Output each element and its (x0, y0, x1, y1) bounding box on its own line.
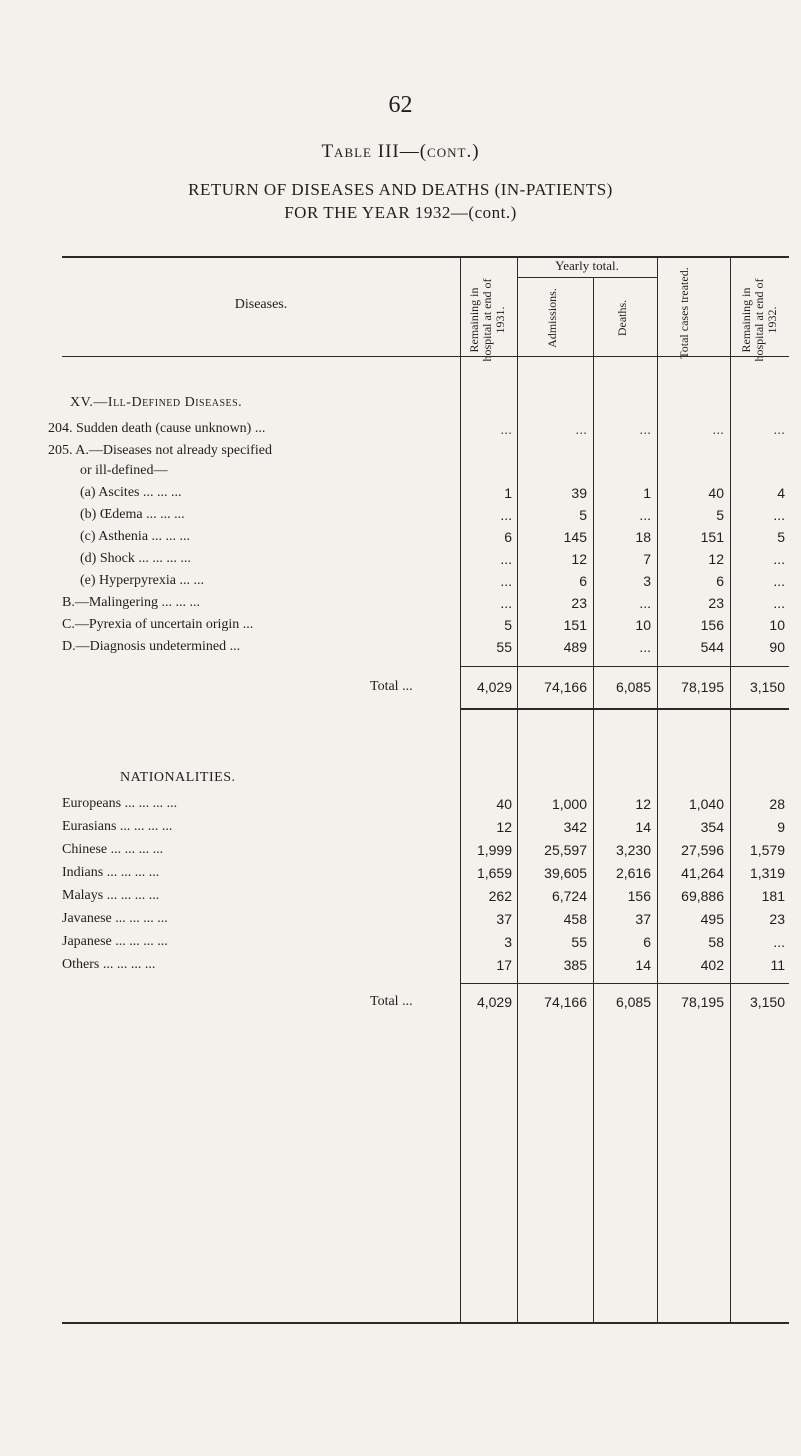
yearly-total-rule (517, 277, 657, 278)
row-label: 205. A.—Diseases not already specified (48, 443, 272, 458)
cell-deaths: 37 (635, 911, 651, 927)
cell-remaining-1932: 10 (769, 617, 785, 633)
cell-deaths: 6 (643, 934, 651, 950)
table-subtitle-line2: FOR THE YEAR 1932—(cont.) (284, 203, 517, 222)
cell-deaths: ... (639, 639, 651, 655)
cell-admissions: 342 (563, 819, 587, 835)
cell-remaining-1931: 55 (496, 639, 512, 655)
cell-total-cases: 495 (700, 911, 724, 927)
cell-remaining-1931: ... (500, 573, 512, 589)
cell-remaining-1932: 90 (769, 639, 785, 655)
cell-remaining-1932: ... (773, 551, 785, 567)
cell-total-cases: 27,596 (681, 842, 724, 858)
header-remaining-1932: Remaining in hospital at end of 1932. (739, 278, 779, 362)
row-label: or ill-defined— (80, 463, 168, 478)
cell-deaths: 3 (643, 573, 651, 589)
cell-remaining-1931: 17 (496, 957, 512, 973)
cell-remaining-1932: ... (773, 507, 785, 523)
row-label: Chinese ... ... ... ... (62, 842, 164, 857)
cell-total-cases: 5 (716, 507, 724, 523)
row-label: B.—Malingering ... ... ... (62, 595, 201, 610)
row-label: (b) Œdema ... ... ... (80, 507, 185, 522)
cell-admissions: 39,605 (544, 865, 587, 881)
cell-remaining-1932: ... (773, 421, 785, 437)
cell-total-cases: 544 (700, 639, 724, 655)
cell-admissions: 145 (563, 529, 587, 545)
row-label: Indians ... ... ... ... (62, 865, 160, 880)
cell-remaining-1932: ... (773, 573, 785, 589)
cell-total-cases: 6 (716, 573, 724, 589)
cell-remaining-1932: 3,150 (749, 679, 785, 695)
cell-admissions: 385 (563, 957, 587, 973)
cell-remaining-1931: 37 (496, 911, 512, 927)
cell-deaths: 14 (635, 819, 651, 835)
cell-deaths: 156 (627, 888, 651, 904)
total-label: Total ... (370, 679, 413, 694)
cell-remaining-1931: 1,659 (476, 865, 512, 881)
page-number: 62 (388, 92, 413, 118)
header-deaths: Deaths. (615, 299, 629, 337)
row-label: Eurasians ... ... ... ... (62, 819, 173, 834)
cell-total-cases: 151 (700, 529, 724, 545)
cell-admissions: 12 (571, 551, 587, 567)
cell-admissions: 23 (571, 595, 587, 611)
cell-remaining-1932: 5 (777, 529, 785, 545)
header-diseases: Diseases. (234, 297, 288, 312)
cell-admissions: 6,724 (551, 888, 587, 904)
cell-deaths: 6,085 (615, 679, 651, 695)
header-total-cases: Total cases treated. (677, 267, 691, 359)
cell-total-cases: 69,886 (681, 888, 724, 904)
row-label: (e) Hyperpyrexia ... ... (80, 573, 205, 588)
cell-remaining-1932: 181 (761, 888, 785, 904)
cell-admissions: 25,597 (544, 842, 587, 858)
cell-deaths: 6,085 (615, 994, 651, 1010)
cell-remaining-1932: 28 (769, 796, 785, 812)
row-label: 204. Sudden death (cause unknown) ... (48, 421, 266, 436)
cell-deaths: ... (639, 595, 651, 611)
cell-remaining-1932: 9 (777, 819, 785, 835)
cell-total-cases: 23 (708, 595, 724, 611)
cell-remaining-1932: 1,319 (749, 865, 785, 881)
table-bottom-rule (62, 1322, 789, 1324)
row-label: C.—Pyrexia of uncertain origin ... (62, 617, 254, 632)
row-label: Javanese ... ... ... ... (62, 911, 168, 926)
row-label: Malays ... ... ... ... (62, 888, 160, 903)
cell-deaths: ... (639, 421, 651, 437)
cell-remaining-1931: 3 (504, 934, 512, 950)
cell-remaining-1932: 23 (769, 911, 785, 927)
row-label: Others ... ... ... ... (62, 957, 156, 972)
row-label: D.—Diagnosis undetermined ... (62, 639, 241, 654)
cell-total-cases: 402 (700, 957, 724, 973)
total-rule-top-2 (460, 983, 789, 984)
header-admissions: Admissions. (545, 288, 559, 348)
cell-deaths: 1 (643, 485, 651, 501)
row-label: Europeans ... ... ... ... (62, 796, 178, 811)
table-title: Table III—(cont.) (321, 141, 480, 162)
cell-remaining-1931: 1 (504, 485, 512, 501)
col-divider-1 (460, 256, 461, 1322)
cell-admissions: 5 (579, 507, 587, 523)
cell-remaining-1931: ... (500, 507, 512, 523)
cell-total-cases: 40 (708, 485, 724, 501)
cell-total-cases: 78,195 (681, 679, 724, 695)
section-heading-nationalities: NATIONALITIES. (120, 770, 236, 785)
cell-total-cases: 12 (708, 551, 724, 567)
cell-admissions: 74,166 (544, 994, 587, 1010)
cell-remaining-1931: ... (500, 421, 512, 437)
cell-admissions: 55 (571, 934, 587, 950)
table-top-rule (62, 256, 789, 258)
total-rule-top-1 (460, 666, 789, 667)
cell-remaining-1931: ... (500, 551, 512, 567)
cell-total-cases: ... (712, 421, 724, 437)
cell-deaths: 18 (635, 529, 651, 545)
cell-admissions: 1,000 (551, 796, 587, 812)
cell-remaining-1932: ... (773, 595, 785, 611)
cell-total-cases: 354 (700, 819, 724, 835)
cell-remaining-1931: 5 (504, 617, 512, 633)
col-divider-4 (657, 256, 658, 1322)
cell-deaths: ... (639, 507, 651, 523)
header-remaining-1931: Remaining in hospital at end of 1931. (467, 278, 507, 362)
total-rule-bottom-1 (460, 708, 789, 710)
cell-remaining-1932: 4 (777, 485, 785, 501)
col-divider-5 (730, 256, 731, 1322)
row-label: (a) Ascites ... ... ... (80, 485, 182, 500)
cell-total-cases: 1,040 (688, 796, 724, 812)
cell-deaths: 10 (635, 617, 651, 633)
cell-remaining-1931: 4,029 (476, 994, 512, 1010)
cell-admissions: 458 (563, 911, 587, 927)
cell-remaining-1931: ... (500, 595, 512, 611)
cell-admissions: ... (575, 421, 587, 437)
cell-admissions: 39 (571, 485, 587, 501)
table-subtitle-line1: RETURN OF DISEASES AND DEATHS (IN-PATIENTS) (188, 180, 613, 199)
cell-remaining-1932: 1,579 (749, 842, 785, 858)
cell-remaining-1931: 6 (504, 529, 512, 545)
cell-admissions: 489 (563, 639, 587, 655)
cell-remaining-1932: ... (773, 934, 785, 950)
cell-deaths: 14 (635, 957, 651, 973)
cell-admissions: 6 (579, 573, 587, 589)
total-label: Total ... (370, 994, 413, 1009)
cell-remaining-1931: 1,999 (476, 842, 512, 858)
section-heading-ill-defined: XV.—Ill-Defined Diseases. (70, 395, 243, 410)
col-divider-2 (517, 256, 518, 1322)
cell-deaths: 2,616 (615, 865, 651, 881)
cell-remaining-1931: 4,029 (476, 679, 512, 695)
cell-admissions: 74,166 (544, 679, 587, 695)
row-label: (c) Asthenia ... ... ... (80, 529, 191, 544)
cell-remaining-1932: 11 (770, 957, 785, 973)
cell-total-cases: 41,264 (681, 865, 724, 881)
cell-remaining-1931: 12 (496, 819, 512, 835)
cell-deaths: 12 (635, 796, 651, 812)
cell-admissions: 151 (563, 617, 587, 633)
cell-remaining-1932: 3,150 (749, 994, 785, 1010)
cell-remaining-1931: 40 (496, 796, 512, 812)
cell-remaining-1931: 262 (488, 888, 512, 904)
cell-total-cases: 58 (708, 934, 724, 950)
row-label: Japanese ... ... ... ... (62, 934, 168, 949)
cell-total-cases: 156 (700, 617, 724, 633)
header-yearly-total: Yearly total. (555, 258, 619, 273)
cell-total-cases: 78,195 (681, 994, 724, 1010)
cell-deaths: 3,230 (615, 842, 651, 858)
cell-deaths: 7 (643, 551, 651, 567)
row-label: (d) Shock ... ... ... ... (80, 551, 191, 566)
